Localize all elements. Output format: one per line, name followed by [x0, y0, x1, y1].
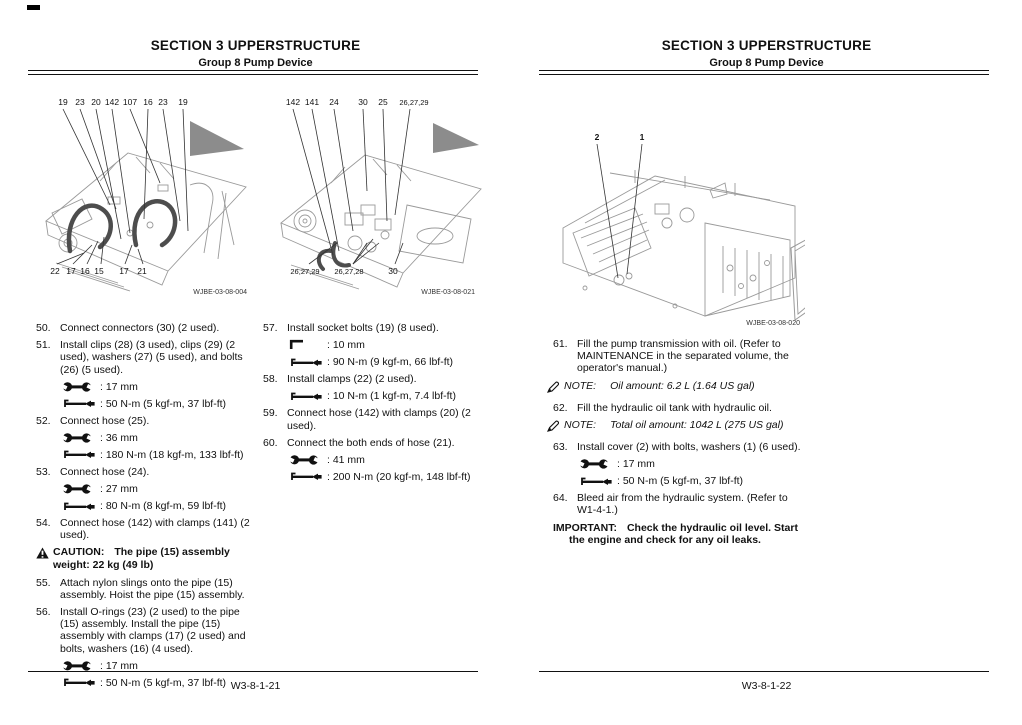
step-51 [36, 339, 254, 376]
important-label: IMPORTANT: [553, 521, 617, 534]
callout: 16 [80, 266, 90, 276]
callout: 16 [143, 97, 153, 107]
step-number: 64. [553, 492, 568, 505]
step-text: Bleed air from the hydraulic system. (Refer to W1-4-1.) [577, 492, 788, 517]
wrench-spec [579, 458, 808, 470]
figure-code: WJBE-03-08-020 [746, 320, 800, 327]
warning-triangle-icon [36, 546, 53, 570]
torque-spec [289, 356, 485, 368]
caution-block [36, 546, 254, 570]
steps-column-1 [36, 322, 254, 694]
pencil-note-icon [547, 419, 564, 435]
torque-value: : 80 N-m (8 kgf-m, 59 lbf-ft) [100, 499, 227, 512]
torque-wrench-icon [289, 471, 327, 482]
step-54 [36, 517, 254, 541]
callout: 22 [50, 266, 60, 276]
step-text: Install socket bolts (19) (8 used). [287, 322, 439, 334]
figure-code: WJBE-03-08-021 [421, 289, 475, 296]
header-rule [28, 70, 478, 75]
hydraulic-hoses [319, 243, 349, 269]
leader-lines [293, 109, 410, 264]
step-58 [263, 373, 485, 385]
callout-labels [595, 132, 645, 142]
wrench-icon [289, 454, 327, 466]
callout: 25 [378, 97, 388, 107]
step-text: Attach nylon slings onto the pipe (15) assembly. Hoist the pipe (15) assembly. [60, 576, 245, 601]
wrench-spec [62, 483, 254, 495]
wrench-spec [62, 660, 254, 672]
torque-spec [289, 471, 485, 483]
section-title: SECTION 3 UPPERSTRUCTURE [661, 38, 872, 53]
callout: 107 [122, 97, 138, 107]
step-61 [553, 338, 808, 375]
caution-body [53, 546, 254, 570]
step-number: 60. [263, 436, 278, 449]
note-text: Oil amount: 6.2 L (1.64 US gal) [610, 379, 755, 392]
leader-lines [597, 144, 642, 278]
step-62 [553, 402, 808, 414]
group-title: Group 8 Pump Device [709, 57, 824, 69]
step-50 [36, 322, 254, 334]
steps-column-right [553, 338, 808, 546]
wrench-size: : 17 mm [617, 458, 655, 471]
figure-cover-install [555, 128, 805, 328]
callout: 30 [388, 266, 398, 276]
caution-label: CAUTION: [53, 546, 105, 559]
hex-key-size: : 10 mm [327, 339, 365, 352]
callout: 26,27,29 [399, 98, 429, 107]
page-right [511, 0, 1022, 725]
callout: 2 [594, 132, 600, 142]
step-text: Install clamps (22) (2 used). [287, 373, 417, 386]
torque-wrench-icon [62, 449, 100, 460]
callout: 23 [75, 97, 85, 107]
torque-spec [62, 398, 254, 410]
caution-text: The pipe (15) assembly weight: 22 kg (49 lb) [53, 546, 230, 571]
header-rule [539, 70, 989, 75]
step-57 [263, 322, 485, 334]
step-number: 52. [36, 414, 51, 427]
step-text: Connect hose (142) with clamps (20) (2 used). [287, 407, 471, 432]
step-text: Install clips (28) (3 used), clips (29) (2 used), washers (27) (5 used), and bolts (26) (5 used). [60, 339, 243, 376]
footer-rule [539, 671, 989, 672]
note-block [547, 419, 808, 435]
callout: 17 [119, 266, 129, 276]
step-number: 57. [263, 322, 278, 334]
callout: 17 [66, 266, 76, 276]
steps-column-2 [263, 322, 485, 488]
section-title: SECTION 3 UPPERSTRUCTURE [150, 38, 361, 53]
torque-value: : 50 N-m (5 kgf-m, 37 lbf-ft) [100, 397, 227, 410]
step-number: 55. [36, 576, 51, 589]
step-text: Fill the pump transmission with oil. (Refer to MAINTENANCE in the separated volume, the operator's manual.) [577, 338, 789, 375]
footer-rule [28, 671, 478, 672]
note-text: Total oil amount: 1042 L (275 US gal) [610, 418, 784, 431]
wrench-size: : 17 mm [100, 659, 138, 672]
callout: 19 [178, 97, 188, 107]
callout: 1 [639, 132, 645, 142]
step-number: 50. [36, 322, 51, 334]
torque-value: : 50 N-m (5 kgf-m, 37 lbf-ft) [617, 475, 744, 488]
callout: 142 [285, 97, 301, 107]
step-52 [36, 415, 254, 427]
figure-pump-hoses-2 [275, 93, 490, 303]
step-number: 59. [263, 407, 278, 420]
wrench-icon [62, 381, 100, 393]
wrench-spec [62, 432, 254, 444]
torque-value: : 200 N-m (20 kgf-m, 148 lbf-ft) [327, 470, 471, 483]
shaded-panel [433, 123, 479, 153]
callout: 30 [358, 97, 368, 107]
hydraulic-hoses [69, 201, 175, 251]
callout: 26,27,29 [290, 267, 320, 276]
step-number: 58. [263, 373, 278, 386]
step-text: Connect hose (25). [60, 414, 150, 427]
callout: 24 [329, 97, 339, 107]
wrench-size: : 36 mm [100, 431, 138, 444]
wrench-icon [579, 458, 617, 470]
torque-wrench-icon [62, 501, 100, 512]
step-text: Connect hose (142) with clamps (141) (2 used). [60, 517, 250, 542]
step-number: 56. [36, 606, 51, 619]
step-number: 53. [36, 465, 51, 478]
torque-wrench-icon [62, 398, 100, 409]
step-number: 62. [553, 401, 568, 414]
wrench-spec [62, 381, 254, 393]
torque-spec [62, 500, 254, 512]
note-body [564, 419, 783, 431]
figure-pump-hoses-1 [40, 93, 255, 303]
note-body [564, 380, 755, 392]
callout: 15 [94, 266, 104, 276]
page-number-right: W3-8-1-22 [741, 680, 792, 692]
step-64 [553, 492, 808, 516]
step-53 [36, 466, 254, 478]
important-block [553, 522, 808, 546]
wrench-size: : 41 mm [327, 453, 365, 466]
figure-code: WJBE-03-08-004 [193, 289, 247, 296]
machine-line-art [563, 170, 805, 320]
step-63 [553, 441, 808, 453]
step-text: Connect the both ends of hose (21). [287, 436, 455, 449]
wrench-icon [62, 432, 100, 444]
callout: 23 [158, 97, 168, 107]
torque-spec [579, 475, 808, 487]
torque-value: : 10 N-m (1 kgf-m, 7.4 lbf-ft) [327, 390, 456, 403]
step-text: Fill the hydraulic oil tank with hydraulic oil. [577, 401, 772, 414]
wrench-icon [62, 660, 100, 672]
pencil-note-icon [547, 380, 564, 396]
wrench-spec [289, 454, 485, 466]
note-block [547, 380, 808, 396]
torque-wrench-icon [289, 357, 327, 368]
step-text: Install cover (2) with bolts, washers (1) (6 used). [577, 441, 801, 454]
note-label: NOTE: [564, 379, 597, 392]
step-60 [263, 437, 485, 449]
step-59 [263, 407, 485, 431]
callout: 19 [58, 97, 68, 107]
hex-key-spec [289, 339, 485, 351]
torque-value: : 50 N-m (5 kgf-m, 37 lbf-ft) [100, 676, 227, 689]
torque-wrench-icon [289, 391, 327, 402]
wrench-size: : 17 mm [100, 380, 138, 393]
step-text: Connect connectors (30) (2 used). [60, 322, 220, 334]
hex-key-icon [289, 339, 327, 351]
torque-spec [62, 449, 254, 461]
callout: 20 [91, 97, 101, 107]
step-text: Connect hose (24). [60, 465, 150, 478]
torque-value: : 180 N-m (18 kgf-m, 133 lbf-ft) [100, 448, 244, 461]
callout: 141 [304, 97, 320, 107]
torque-wrench-icon [579, 476, 617, 487]
step-number: 63. [553, 441, 568, 454]
torque-value: : 90 N-m (9 kgf-m, 66 lbf-ft) [327, 356, 454, 369]
step-56 [36, 606, 254, 655]
step-number: 54. [36, 517, 51, 530]
note-label: NOTE: [564, 418, 597, 431]
callout: 142 [104, 97, 120, 107]
wrench-icon [62, 483, 100, 495]
shaded-panel [190, 121, 244, 156]
torque-spec [289, 390, 485, 402]
callout: 26,27,28 [334, 267, 364, 276]
step-number: 51. [36, 339, 51, 352]
step-55 [36, 577, 254, 601]
wrench-size: : 27 mm [100, 482, 138, 495]
important-text: Check the hydraulic oil level. Start the engine and check for any oil leaks. [569, 521, 798, 546]
group-title: Group 8 Pump Device [198, 57, 313, 69]
step-number: 61. [553, 338, 568, 350]
step-text: Install O-rings (23) (2 used) to the pipe (15) assembly. Install the pipe (15) assembly with clamps (17) (2 used) and bolts, washers (16) (4 used). [60, 606, 246, 655]
callout: 21 [137, 266, 147, 276]
page-number-left: W3-8-1-21 [230, 680, 281, 692]
